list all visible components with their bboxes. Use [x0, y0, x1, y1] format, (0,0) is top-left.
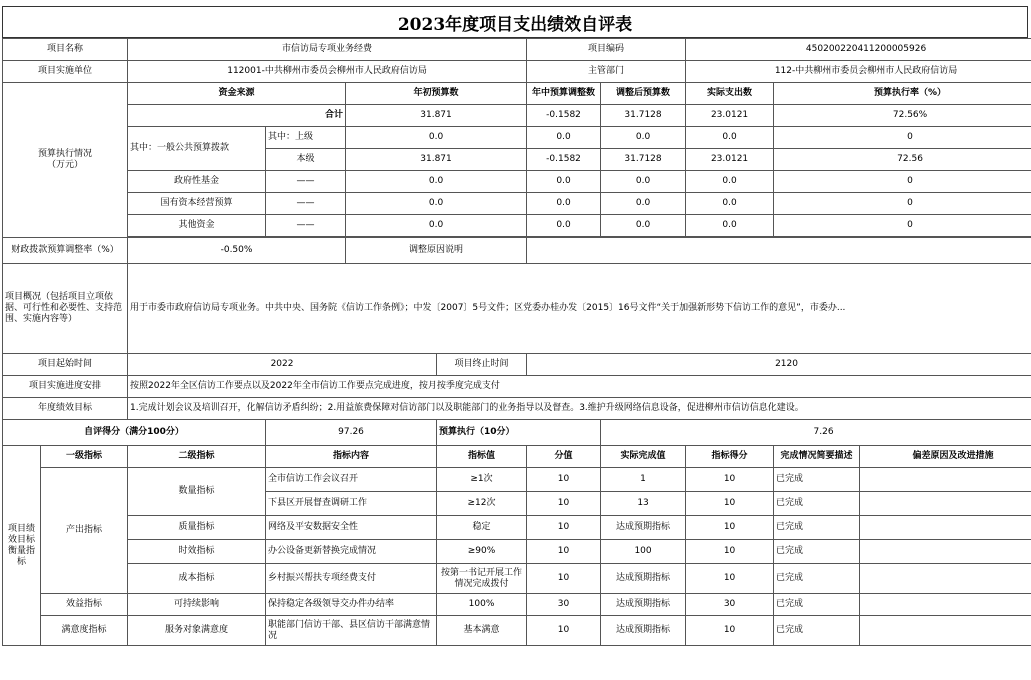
indicator-actual: 达成预期指标: [601, 564, 686, 594]
impl-unit-label: 项目实施单位: [3, 61, 128, 83]
header-adjusted: 调整后预算数: [601, 83, 686, 105]
upper-adjust: 0.0: [527, 127, 601, 149]
local-actual: 23.0121: [686, 149, 774, 171]
total-rate: 72.56%: [774, 105, 1031, 127]
project-name-label: 项目名称: [3, 39, 128, 61]
timeliness-indicator: 时效指标: [128, 540, 266, 564]
general-budget-label: 其中：一般公共预算拨款: [128, 127, 266, 171]
indicator-desc: 已完成: [774, 540, 860, 564]
other-funds-dash: ——: [266, 215, 346, 237]
indicator-points: 10: [527, 540, 601, 564]
adjust-rate-value: -0.50%: [128, 238, 346, 264]
start-time-value: 2022: [128, 354, 437, 376]
state-capital-dash: ——: [266, 193, 346, 215]
project-code-label: 项目编码: [527, 39, 686, 61]
fund-initial: 0.0: [346, 171, 527, 193]
indicator-content: 乡村振兴帮扶专项经费支付: [266, 564, 437, 594]
indicator-score: 10: [686, 516, 774, 540]
quantity-indicator: 数量指标: [128, 468, 266, 516]
budget-exec-value: 7.26: [601, 420, 1031, 446]
total-label: 合计: [128, 105, 346, 127]
indicator-score: 10: [686, 468, 774, 492]
indicator-content: 下县区开展督查调研工作: [266, 492, 437, 516]
perf-header-value: 指标值: [437, 446, 527, 468]
fund-label: 政府性基金: [128, 171, 266, 193]
indicator-score: 10: [686, 564, 774, 594]
perf-header-points: 分值: [527, 446, 601, 468]
evaluation-sheet: [2, 6, 1028, 679]
indicator-actual: 13: [601, 492, 686, 516]
perf-header-desc: 完成情况简要描述: [774, 446, 860, 468]
indicator-reason: [860, 492, 1031, 516]
other-funds-rate: 0: [774, 215, 1031, 237]
local-label: 本级: [266, 149, 346, 171]
progress-value: 按照2022年全区信访工作要点以及2022年全市信访工作要点完成进度，按月按季度完成支付: [128, 376, 1031, 398]
perf-section-label: 项目绩效目标衡量指标: [3, 446, 41, 646]
indicator-desc: 已完成: [774, 492, 860, 516]
state-capital-initial: 0.0: [346, 193, 527, 215]
progress-label: 项目实施进度安排: [3, 376, 128, 398]
fund-dash: ——: [266, 171, 346, 193]
indicator-points: 10: [527, 468, 601, 492]
upper-actual: 0.0: [686, 127, 774, 149]
indicator-desc: 已完成: [774, 468, 860, 492]
indicator-points: 10: [527, 564, 601, 594]
end-time-value: 2120: [527, 354, 1031, 376]
upper-rate: 0: [774, 127, 1031, 149]
indicator-value: ≥90%: [437, 540, 527, 564]
header-actual: 实际支出数: [686, 83, 774, 105]
project-name-value: 市信访局专项业务经费: [128, 39, 527, 61]
indicator-content: 网络及平安数据安全性: [266, 516, 437, 540]
indicator-points: 30: [527, 594, 601, 616]
indicator-content: 保持稳定各级领导交办件办结率: [266, 594, 437, 616]
state-capital-adjust: 0.0: [527, 193, 601, 215]
indicator-actual: 达成预期指标: [601, 594, 686, 616]
goal-label: 年度绩效目标: [3, 398, 128, 420]
indicator-reason: [860, 616, 1031, 646]
budget-section-label: [3, 83, 128, 238]
perf-header-content: 指标内容: [266, 446, 437, 468]
sustainability-indicator: 可持续影响: [128, 594, 266, 616]
perf-header-score: 指标得分: [686, 446, 774, 468]
indicator-score: 10: [686, 616, 774, 646]
dept-value: 112-中共柳州市委员会柳州市人民政府信访局: [686, 61, 1031, 83]
service-satisfaction-indicator: 服务对象满意度: [128, 616, 266, 646]
indicator-desc: 已完成: [774, 516, 860, 540]
total-adjusted: 31.7128: [601, 105, 686, 127]
local-initial: 31.871: [346, 149, 527, 171]
indicator-value: 按第一书记开展工作情况完成拨付: [437, 564, 527, 594]
perf-header-actual: 实际完成值: [601, 446, 686, 468]
upper-initial: 0.0: [346, 127, 527, 149]
end-time-label: 项目终止时间: [437, 354, 527, 376]
indicator-actual: 100: [601, 540, 686, 564]
indicator-desc: 已完成: [774, 564, 860, 594]
indicator-points: 10: [527, 516, 601, 540]
adjust-reason-value: [527, 238, 1031, 264]
adjust-reason-label: 调整原因说明: [346, 238, 527, 264]
state-capital-actual: 0.0: [686, 193, 774, 215]
indicator-reason: [860, 564, 1031, 594]
indicator-content: 职能部门信访干部、县区信访干部满意情况: [266, 616, 437, 646]
overview-label: 项目概况（包括项目立项依据、可行性和必要性、支持范围、实施内容等）: [3, 264, 128, 354]
indicator-content: 全市信访工作会议召开: [266, 468, 437, 492]
indicator-score: 30: [686, 594, 774, 616]
other-funds-initial: 0.0: [346, 215, 527, 237]
local-adjust: -0.1582: [527, 149, 601, 171]
self-score-value: 97.26: [266, 420, 437, 446]
benefit-indicator-label: 效益指标: [41, 594, 128, 616]
budget-exec-label: 预算执行（10分）: [437, 420, 601, 446]
project-code-value: 450200220411200005926: [686, 39, 1031, 61]
other-funds-adjusted: 0.0: [601, 215, 686, 237]
state-capital-label: 国有资本经营预算: [128, 193, 266, 215]
goal-value: 1.完成计划会议及培训召开，化解信访矛盾纠纷；2.用益旅费保障对信访部门以及职能部门的业务指导以及督查。3.维护升级网络信息设备，促进柳州市信访信息化建设。: [128, 398, 1031, 420]
indicator-desc: 已完成: [774, 594, 860, 616]
start-time-label: 项目起始时间: [3, 354, 128, 376]
perf-header-l2: 二级指标: [128, 446, 266, 468]
dept-label: 主管部门: [527, 61, 686, 83]
fund-adjust: 0.0: [527, 171, 601, 193]
fund-actual: 0.0: [686, 171, 774, 193]
indicator-value: 稳定: [437, 516, 527, 540]
total-adjust: -0.1582: [527, 105, 601, 127]
indicator-value: ≥1次: [437, 468, 527, 492]
indicator-reason: [860, 516, 1031, 540]
evaluation-table: [2, 38, 1031, 646]
indicator-points: 10: [527, 492, 601, 516]
perf-header-reason: 偏差原因及改进措施: [860, 446, 1031, 468]
impl-unit-value: 112001-中共柳州市委员会柳州市人民政府信访局: [128, 61, 527, 83]
header-adjust: 年中预算调整数: [527, 83, 601, 105]
upper-label: 其中：上级: [266, 127, 346, 149]
total-initial: 31.871: [346, 105, 527, 127]
satisfaction-indicator-label: 满意度指标: [41, 616, 128, 646]
indicator-score: 10: [686, 492, 774, 516]
quality-indicator: 质量指标: [128, 516, 266, 540]
local-adjusted: 31.7128: [601, 149, 686, 171]
other-funds-label: 其他资金: [128, 215, 266, 237]
self-score-label: 自评得分（满分100分）: [3, 420, 266, 446]
indicator-content: 办公设备更新替换完成情况: [266, 540, 437, 564]
indicator-reason: [860, 540, 1031, 564]
indicator-score: 10: [686, 540, 774, 564]
header-rate: 预算执行率（%）: [774, 83, 1031, 105]
indicator-actual: 1: [601, 468, 686, 492]
overview-value: 用于市委市政府信访局专项业务。中共中央、国务院《信访工作条例》；中发〔2007〕5号文件；区党委办桂办发〔2015〕16号文件“关于加强新形势下信访工作的意见”，市委办...: [128, 264, 1031, 354]
total-actual: 23.0121: [686, 105, 774, 127]
cost-indicator: 成本指标: [128, 564, 266, 594]
header-initial: 年初预算数: [346, 83, 527, 105]
budget-section-text: 预算执行情况 （万元）: [38, 149, 93, 170]
upper-adjusted: 0.0: [601, 127, 686, 149]
header-source: 资金来源: [128, 83, 346, 105]
indicator-desc: 已完成: [774, 616, 860, 646]
indicator-reason: [860, 468, 1031, 492]
adjust-rate-label: 财政拨款预算调整率（%）: [3, 238, 128, 264]
indicator-value: 100%: [437, 594, 527, 616]
indicator-value: ≥12次: [437, 492, 527, 516]
other-funds-actual: 0.0: [686, 215, 774, 237]
output-indicator-label: 产出指标: [41, 468, 128, 594]
perf-header-l1: 一级指标: [41, 446, 128, 468]
indicator-value: 基本满意: [437, 616, 527, 646]
sheet-title: 2023年度项目支出绩效自评表: [2, 6, 1028, 38]
fund-adjusted: 0.0: [601, 171, 686, 193]
state-capital-rate: 0: [774, 193, 1031, 215]
indicator-points: 10: [527, 616, 601, 646]
fund-rate: 0: [774, 171, 1031, 193]
state-capital-adjusted: 0.0: [601, 193, 686, 215]
other-funds-adjust: 0.0: [527, 215, 601, 237]
indicator-actual: 达成预期指标: [601, 516, 686, 540]
indicator-actual: 达成预期指标: [601, 616, 686, 646]
indicator-reason: [860, 594, 1031, 616]
local-rate: 72.56: [774, 149, 1031, 171]
